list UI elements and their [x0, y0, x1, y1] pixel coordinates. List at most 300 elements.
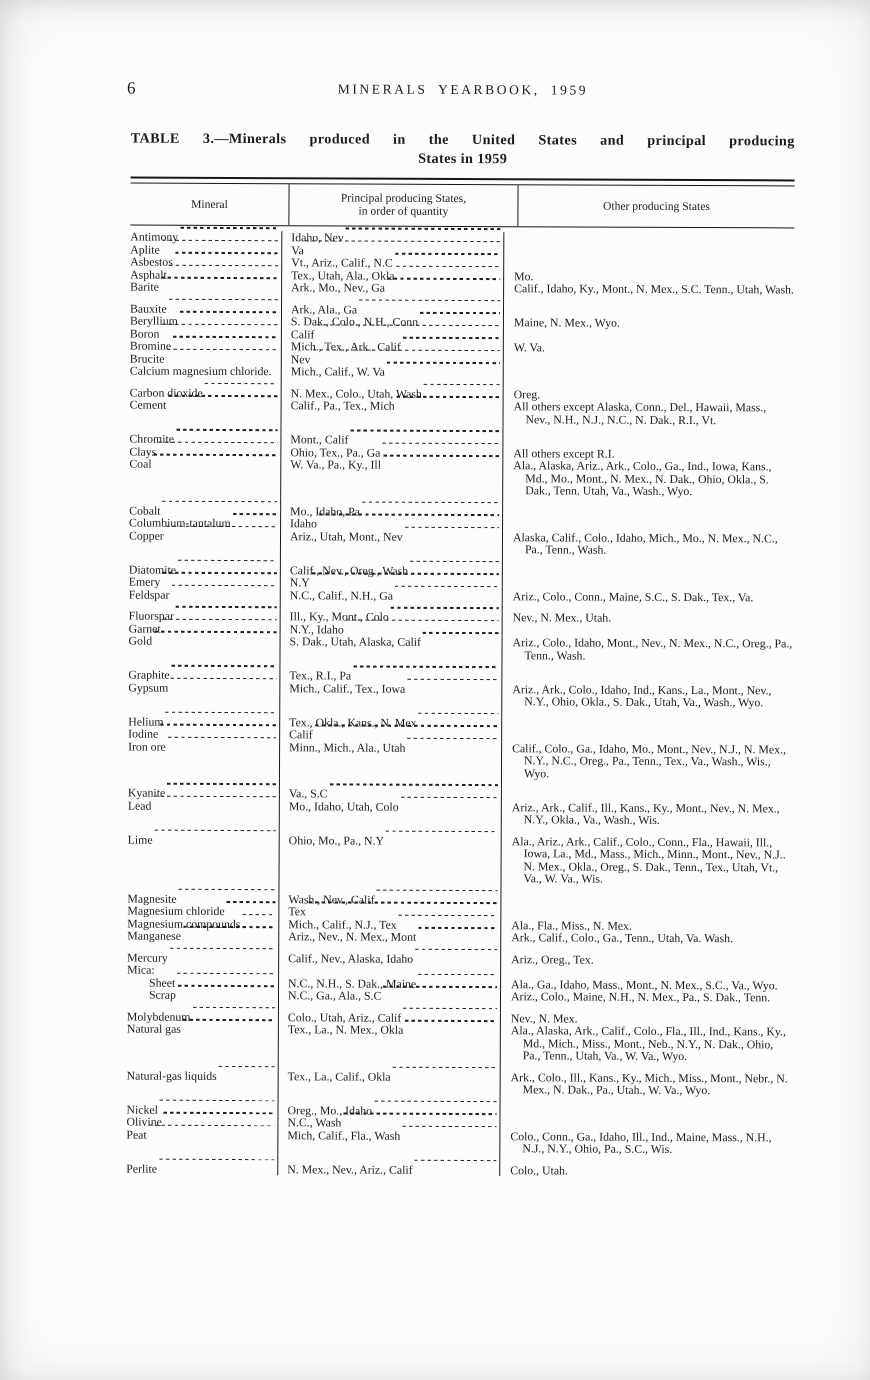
principal-states: Nev	[290, 352, 311, 367]
dotted-leader	[288, 1002, 498, 1003]
table-row	[127, 1070, 791, 1098]
other-states: Nev., N. Mex.	[510, 1011, 578, 1026]
dotted-leader	[137, 825, 277, 826]
other-states: Ariz., Colo., Idaho, Mont., Nev., N. Mex., N.C., Oreg., Pa., Tenn., Wash.	[512, 635, 793, 663]
principal-states-cell	[282, 282, 504, 295]
other-states	[513, 556, 793, 557]
principal-states-cell	[280, 800, 502, 826]
dotted-leader	[161, 505, 279, 506]
mineral-name: Perlite	[126, 1161, 158, 1176]
mineral-name: Scrap	[148, 988, 176, 1003]
page-content	[126, 78, 795, 1178]
mineral-name: Gypsum	[128, 680, 169, 695]
other-states-cell	[501, 1071, 791, 1097]
other-states	[513, 565, 793, 566]
mineral-name: Peat	[126, 1127, 147, 1142]
table-row	[127, 834, 791, 887]
principal-states-cell	[279, 834, 501, 885]
mineral-name: Nickel	[126, 1102, 158, 1117]
other-states	[511, 1096, 791, 1097]
other-states	[511, 1105, 791, 1106]
other-states: Ala., Alaska, Ark., Calif., Colo., Fla., Ill., Ind., Kans., Ky., Md., Mich., Miss., Mont., Neb., N.Y., N. Dak., Ohio, Pa., Tenn., Utah, Va., W. Va., Wyo.	[510, 1023, 787, 1064]
mineral-name: Mica:	[127, 963, 155, 978]
principal-states: Tex., Okla., Kans., N. Mex	[289, 715, 417, 730]
dotted-leader	[139, 424, 279, 425]
principal-states: Calif	[289, 727, 313, 742]
other-states-cell	[502, 683, 792, 709]
other-states: Ariz., Colo., Conn., Maine, S.C., S. Dak., Tex., Va.	[512, 589, 754, 605]
dotted-leader	[159, 328, 278, 329]
table-row	[128, 682, 792, 710]
principal-states: Calif., Pa., Tex., Mich	[290, 398, 395, 414]
dotted-leader	[136, 1095, 276, 1096]
dotted-leader	[310, 577, 500, 578]
dotted-leader	[328, 788, 499, 789]
table-row	[126, 1129, 790, 1157]
principal-states: Mich., Tex., Ark.. Calif	[290, 339, 401, 355]
principal-states: Calif., Nev., Alaska, Idaho	[288, 951, 414, 966]
dotted-leader	[157, 1163, 275, 1164]
other-states	[512, 717, 792, 718]
mineral-cell	[127, 930, 279, 943]
principal-states-cell	[280, 741, 502, 779]
dotted-leader	[289, 825, 499, 826]
mineral-name: Copper	[128, 528, 164, 543]
other-states	[512, 662, 792, 663]
mineral-cell	[130, 281, 282, 294]
principal-states: Minn., Mich., Ala., Utah	[289, 740, 406, 755]
dotted-leader	[139, 378, 279, 379]
dotted-leader	[136, 1061, 276, 1062]
mineral-name: Helium	[128, 714, 164, 729]
dotted-leader	[372, 1105, 497, 1106]
column-header-mineral-label: Mineral	[191, 197, 228, 211]
dotted-leader	[317, 518, 500, 519]
other-states-cell	[502, 742, 792, 781]
dotted-leader	[138, 555, 278, 556]
principal-states-cell	[281, 530, 503, 556]
dotted-leader	[139, 294, 279, 295]
table-row	[126, 1163, 790, 1178]
mineral-name: Diatomite	[128, 562, 177, 577]
other-states	[512, 708, 792, 709]
other-states	[512, 780, 792, 781]
dotted-leader	[341, 1117, 497, 1118]
dotted-leader	[161, 623, 278, 624]
dotted-leader	[306, 906, 498, 907]
running-head-title: MINERALS YEARBOOK, 1959	[337, 81, 589, 98]
principal-states: Oreg., Mo., Idaho	[287, 1103, 373, 1118]
dotted-leader	[380, 447, 500, 448]
other-states-cell	[503, 531, 793, 557]
table-row	[129, 530, 793, 558]
principal-states: N.C., Ga., Ala., S.C	[287, 988, 382, 1004]
mineral-name: Columbium-tantalum	[129, 516, 231, 531]
other-states: Colo., Utah.	[510, 1163, 568, 1178]
other-states-cell	[504, 401, 794, 427]
other-states	[512, 671, 792, 672]
other-states	[511, 1062, 791, 1063]
mineral-name: Kyanite	[127, 786, 166, 801]
principal-states: Ohio, Tex., Pa., Ga	[290, 445, 381, 460]
dotted-leader	[152, 458, 279, 459]
principal-states: N. Mex., Nev., Ariz., Calif	[287, 1162, 413, 1177]
mineral-cell	[129, 530, 281, 556]
mineral-cell	[126, 1163, 278, 1176]
principal-states: Ariz., Utah, Mont., Nev	[289, 529, 403, 544]
other-states: Ala., Ariz., Ark., Calif., Colo., Conn., Fla., Hawaii, Ill., Iowa, La., Md., Mass., Mich., Minn., Mont., Nev., N.J.. N. Mex., Okla., Oreg., S. Dak., Tenn., Tex., Utah, Vt., Va., W. Va., Wis.	[511, 834, 786, 887]
other-states-cell	[503, 460, 793, 499]
dotted-leader	[344, 623, 500, 624]
dotted-leader	[291, 425, 501, 426]
column-header-principal-line2: in order of quantity	[358, 205, 449, 219]
dotted-leader	[290, 496, 500, 497]
other-states: Ariz., Oreg., Tex.	[511, 952, 594, 967]
other-states	[513, 497, 793, 498]
column-header-other-label: Other producing States	[602, 199, 710, 214]
mineral-name: Aplite	[130, 242, 160, 257]
other-states: Ariz., Colo., Maine, N.H., N. Mex., Pa., S. Dak., Tenn.	[510, 989, 771, 1005]
other-states: W. Va.	[513, 340, 546, 355]
other-states	[512, 730, 792, 731]
principal-states: Tex	[288, 904, 306, 919]
mineral-name: Cobalt	[129, 503, 161, 518]
principal-states-cell	[279, 893, 501, 906]
mineral-name: Coal	[129, 457, 152, 472]
mineral-name: Boron	[129, 326, 160, 341]
other-states: All others except Alaska, Conn., Del., Hawaii, Mass., Nev., N.H., N.J., N.C., N. Dak., R.I., Vt.	[513, 399, 767, 428]
other-states	[513, 519, 793, 520]
dotted-leader	[289, 779, 499, 780]
dotted-leader	[151, 800, 276, 801]
principal-states: Colo., Utah, Ariz., Calif	[287, 1010, 402, 1025]
other-states-cell	[500, 1105, 790, 1119]
dotted-leader	[288, 1061, 498, 1062]
other-states: Ariz., Ark., Colo., Idaho, Ind., Kans., La., Mont., Nev., N.Y., Ohio, Okla., S. Dak., Utah, Va., Wash., Wyo.	[512, 682, 772, 710]
principal-states: Mo., Idaho, Pa	[290, 504, 360, 519]
principal-states: N.C., Wash	[287, 1115, 342, 1130]
dotted-leader	[289, 707, 499, 708]
principal-states: Tex., R.I., Pa	[289, 668, 352, 684]
other-states	[514, 379, 794, 380]
dotted-leader	[153, 834, 277, 835]
mineral-cell	[126, 1116, 278, 1129]
other-states-cell	[500, 1130, 790, 1156]
mineral-name: Asbestos	[130, 255, 173, 270]
other-states	[510, 1155, 790, 1156]
other-states: Mo.	[514, 269, 534, 284]
principal-states: Ariz., Nev., N. Mex., Mont	[288, 929, 417, 945]
other-states	[511, 944, 791, 945]
principal-states-cell	[282, 400, 504, 426]
dotted-leader	[385, 366, 501, 367]
mineral-name: Magnesium chloride	[127, 904, 225, 919]
dotted-leader	[348, 434, 500, 435]
table-row	[128, 741, 792, 781]
dotted-leader	[288, 965, 498, 966]
principal-states-cell	[279, 990, 501, 1003]
dotted-leader	[290, 555, 500, 556]
dotted-leader	[291, 378, 501, 379]
principal-states: Ohio, Mo., Pa., N.Y	[288, 833, 385, 848]
mineral-name: Clays	[129, 444, 157, 459]
mineral-cell	[128, 682, 280, 708]
principal-states: N.C., N.H., S. Dak., Maine	[288, 976, 417, 991]
dotted-leader	[385, 282, 501, 283]
other-states: Calif., Colo., Ga., Idaho, Mo., Mont., Nev., N.J., N. Mex., N.Y., N.C., Oreg., Pa., Tenn., Tex., Va., Wash., Wis., Wyo.	[512, 741, 786, 781]
dotted-leader	[360, 506, 500, 507]
other-states	[514, 426, 794, 427]
other-states: Colo., Conn., Ga., Idaho, Ill., Ind., Maine, Mass., N.H., N.J., N.Y., Ohio, Pa., S.C., Wis.	[510, 1129, 772, 1157]
dotted-leader	[156, 446, 278, 447]
principal-states-cell	[282, 341, 504, 354]
mineral-name: Emery	[128, 575, 161, 590]
mineral-name: Carbon dioxide	[129, 385, 203, 400]
table-row	[128, 635, 792, 663]
principal-states-cell	[278, 1129, 500, 1155]
mineral-name: Feldspar	[128, 587, 170, 602]
principal-states: N.Y., Idaho	[289, 622, 344, 637]
principal-states: Mont., Calif	[290, 432, 349, 447]
other-states	[514, 245, 794, 246]
dotted-leader	[147, 1129, 276, 1130]
other-states: Calif., Idaho, Ky., Mont., N. Mex., S.C. Tenn., Utah, Wash.	[514, 281, 794, 297]
principal-states: Va., S.C	[288, 786, 328, 801]
table-title	[131, 130, 795, 171]
other-states: Ark., Calif., Colo., Ga., Tenn., Utah, Va. Wash.	[511, 930, 733, 946]
mineral-name: Bauxite	[129, 301, 167, 316]
principal-states-cell	[282, 232, 504, 245]
dotted-leader	[135, 1154, 275, 1155]
mineral-name: Iodine	[128, 727, 159, 742]
principal-states-cell	[279, 952, 501, 965]
dotted-leader	[375, 894, 499, 895]
other-states-cell	[500, 1164, 790, 1178]
other-states: All others except R.I.	[513, 446, 615, 461]
principal-states-cell	[281, 564, 503, 577]
principal-states: Tex., La., Calif., Okla	[287, 1069, 391, 1084]
principal-states: Mich, Calif., Fla., Wash	[287, 1128, 401, 1143]
dotted-leader	[137, 660, 277, 661]
minerals-table	[126, 184, 794, 1178]
other-states	[514, 354, 794, 355]
dotted-leader	[381, 459, 500, 460]
column-header-mineral	[130, 184, 289, 226]
principal-states: Mich., Calif., N.J., Tex	[288, 917, 397, 932]
mineral-name: Graphite	[128, 668, 170, 683]
principal-states-cell	[278, 1163, 500, 1176]
mineral-name: Iron ore	[128, 739, 166, 754]
other-states: Ala., Ga., Idaho, Mass., Mont., N. Mex., S.C., Va., Wyo.	[511, 977, 778, 993]
other-states	[513, 435, 793, 436]
principal-states: Ill., Ky., Mont., Colo	[289, 609, 389, 625]
dotted-leader	[287, 1154, 497, 1155]
dotted-leader	[138, 601, 278, 602]
dotted-leader	[313, 729, 499, 730]
dotted-leader	[344, 232, 502, 233]
dotted-leader	[159, 281, 279, 282]
principal-states: Calif., Nev., Oreg., Wash	[289, 563, 409, 578]
dotted-leader	[351, 670, 499, 671]
mineral-name: Natural gas	[126, 1022, 181, 1037]
principal-states: Wash., Nev., Calif	[288, 892, 375, 907]
mineral-name: Brucite	[129, 351, 165, 366]
other-states-cell	[501, 1025, 791, 1064]
principal-states: N. Mex., Colo., Utah, Wash	[290, 386, 422, 401]
principal-states-cell	[279, 1024, 501, 1062]
principal-states: Ark., Mo., Nev., Ga	[291, 280, 386, 296]
mineral-name: Lime	[127, 832, 153, 847]
dotted-leader	[310, 353, 500, 354]
table-row	[130, 399, 794, 427]
other-states	[514, 367, 794, 368]
other-states	[511, 885, 791, 886]
mineral-name: Chromite	[129, 432, 175, 447]
principal-states: Vt., Ariz., Calif., N.C	[291, 255, 393, 271]
principal-states-cell	[280, 636, 502, 662]
other-states-cell	[501, 835, 791, 886]
principal-states-cell	[279, 931, 501, 944]
mineral-cell	[130, 365, 282, 378]
dotted-leader	[137, 707, 277, 708]
mineral-name: Olivine	[126, 1115, 162, 1130]
dotted-leader	[288, 943, 498, 944]
mineral-cell	[126, 1129, 278, 1155]
principal-states: Idaho, Nev	[291, 230, 344, 245]
principal-states: N.Y	[289, 575, 310, 590]
dotted-leader	[291, 294, 501, 295]
principal-states: W. Va., Pa., Ky., Ill	[290, 457, 382, 473]
principal-states-cell	[281, 459, 503, 497]
other-states: Ark., Colo., Ill., Kans., Ky., Mich., Miss., Mont., Nebr., N. Mex., N. Dak., Pa., Utah., W. Va., Wyo.	[510, 1070, 788, 1098]
other-states	[513, 506, 793, 507]
principal-states: Calif	[290, 327, 315, 342]
column-header-principal	[289, 185, 518, 227]
dotted-leader	[288, 884, 498, 885]
mineral-cell	[130, 399, 282, 425]
dotted-leader	[315, 328, 501, 329]
table-header-row	[130, 184, 794, 229]
principal-states: Tex., Utah, Ala., Okla	[291, 268, 395, 283]
dotted-leader	[158, 1104, 276, 1105]
dotted-leader	[381, 990, 498, 991]
mineral-name: Barite	[130, 280, 159, 295]
mineral-name: Calcium magnesium chloride.	[129, 364, 272, 379]
principal-states: Ark., Ala., Ga	[290, 302, 358, 317]
principal-states-cell	[280, 716, 502, 729]
table-row	[128, 800, 792, 828]
mineral-name: Antimony	[130, 230, 179, 245]
dotted-leader	[290, 602, 500, 603]
other-states: Ala., Alaska, Ariz., Ark., Colo., Ga., Ind., Iowa, Kans., Md., Mo., Mont., N. Mex., N. Dak., Ohio, Okla., S. Dak., Tenn. Utah, Va., Wash., Wyo.	[513, 458, 772, 499]
table-title-line1: TABLE 3.—Minerals produced in the United States and principal producing	[130, 130, 795, 150]
principal-states-cell	[281, 589, 503, 602]
mineral-cell	[128, 635, 280, 661]
other-states	[513, 624, 793, 625]
mineral-name: Beryllium	[129, 314, 178, 329]
mineral-cell	[127, 989, 279, 1002]
principal-states-cell	[282, 366, 504, 379]
other-states	[511, 894, 791, 895]
principal-states: Tex., La., N. Mex., Okla	[287, 1022, 404, 1038]
dotted-leader	[137, 778, 277, 779]
dotted-leader	[384, 835, 499, 836]
other-states: Ariz., Ark., Calif., Ill., Kans., Ky., Mont., Nev., N. Mex., N.Y., Okla., Va., Wash., Wis.	[511, 800, 780, 828]
mineral-cell	[127, 1070, 279, 1096]
mineral-cell	[129, 589, 281, 602]
mineral-name: Asphalt	[130, 267, 167, 282]
other-states	[514, 304, 794, 305]
table-row	[127, 1023, 791, 1063]
dotted-leader	[289, 661, 499, 662]
column-header-other	[518, 186, 794, 228]
mineral-name: Mercury	[127, 950, 168, 965]
table-top-rule-heavy	[131, 177, 795, 182]
dotted-leader	[288, 1095, 498, 1096]
page-number: 6	[126, 78, 136, 98]
other-states	[513, 578, 793, 579]
principal-states: Mich., Calif., W. Va	[290, 364, 385, 380]
mineral-name: Gold	[128, 634, 153, 649]
other-states-cell	[502, 637, 792, 663]
table-title-line2: States in 1959	[418, 150, 508, 168]
mineral-name: Fluorspar	[128, 609, 174, 624]
other-states-cell	[502, 801, 792, 827]
other-states: Ala., Fla., Miss., N. Mex.	[511, 918, 632, 933]
mineral-name: Cement	[129, 398, 167, 413]
table-body	[126, 226, 794, 1178]
principal-states-cell	[279, 1070, 501, 1096]
column-header-principal-line1: Principal producing States,	[340, 191, 467, 206]
other-states	[510, 1118, 790, 1119]
mineral-name: Bromine	[129, 339, 172, 354]
mineral-cell	[127, 834, 279, 885]
principal-states-cell	[282, 316, 504, 329]
other-states	[511, 1003, 791, 1004]
other-states	[514, 295, 794, 296]
other-states: Nev., N. Mex., Utah.	[512, 610, 612, 626]
mineral-name: Manganese	[127, 929, 182, 944]
dotted-leader	[155, 964, 276, 965]
running-head	[126, 78, 795, 106]
principal-states-cell	[280, 682, 502, 708]
table-row	[129, 458, 793, 498]
other-states: Oreg.	[513, 387, 541, 402]
other-states	[514, 329, 794, 330]
other-states: Alaska, Calif., Colo., Idaho, Mich., Mo., N. Mex., N.C., Pa., Tenn., Wash.	[512, 530, 778, 558]
other-states: Maine, N. Mex., Wyo.	[513, 315, 620, 331]
principal-states: S. Dak., Colo., N.H., Conn	[290, 314, 419, 330]
principal-states: Idaho	[290, 516, 317, 531]
other-states	[512, 826, 792, 827]
other-states	[514, 258, 794, 259]
dotted-leader	[357, 304, 501, 305]
dotted-leader	[138, 496, 278, 497]
mineral-cell	[128, 741, 280, 779]
dotted-leader	[158, 728, 277, 729]
other-states	[514, 233, 794, 234]
other-states	[511, 966, 791, 967]
dotted-leader	[136, 884, 276, 885]
mineral-name: Lead	[127, 798, 152, 813]
mineral-cell	[129, 458, 281, 496]
mineral-name: Natural-gas liquids	[126, 1068, 217, 1083]
dotted-leader	[136, 1002, 276, 1003]
principal-states: N.C., Calif., N.H., Ga	[289, 588, 394, 603]
mineral-name: Sheet	[149, 975, 176, 990]
dotted-leader	[152, 635, 277, 636]
mineral-cell	[129, 446, 281, 459]
